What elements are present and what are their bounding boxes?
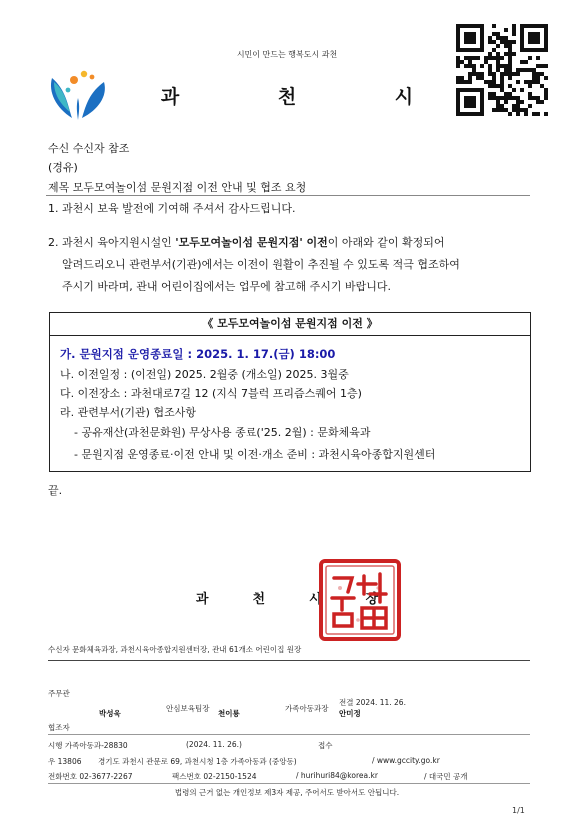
email-link[interactable]: / hurihuri84@korea.kr: [296, 771, 378, 780]
signature-char: 장: [365, 592, 379, 607]
paragraph-2: [48, 232, 528, 298]
signature-char: 시: [309, 592, 322, 607]
reviewer-label: 안심보육팀장: [166, 704, 210, 713]
notice-box: [49, 312, 531, 472]
drafter-label: 주무관: [48, 689, 70, 698]
notice-item-ra: 라. 관련부서(기관) 협조사항: [60, 406, 196, 419]
address: 경기도 과천시 관문로 69, 과천시청 1층 가족아동과 (중앙동): [98, 757, 297, 766]
cooperator-label: 협조자: [48, 723, 70, 732]
paragraph-2-lead: 2. 과천시 육아지원시설인: [48, 236, 176, 249]
notice-item-ra-1: - 공유재산(과천문화원) 무상사용 종료('25. 2월) : 문화체육과: [74, 426, 371, 439]
signature-char: 과: [195, 592, 209, 607]
official-seal-icon: [318, 558, 402, 642]
notice-item-ga: 가. 문원지점 운영종료일 : 2025. 1. 17.(금) 18:00: [60, 347, 336, 361]
notice-item-na: 나. 이전일정 : (이전일) 2025. 2월중 (개소일) 2025. 3월중: [60, 368, 349, 381]
notice-item-da: 다. 이전장소 : 과천대로7길 12 (지식 7블럭 프리즘스퀘어 1층): [60, 387, 362, 400]
footer-top-divider: [48, 660, 530, 661]
reviewer-name: 천이룡: [218, 709, 240, 718]
subject-divider: [46, 195, 530, 196]
doc-date: (2024. 11. 26.): [186, 740, 242, 749]
phone-number: 전화번호 02-3677-2267: [48, 772, 133, 781]
website-link[interactable]: / www.gccity.go.kr: [372, 756, 440, 765]
signature-char: 천: [252, 592, 265, 607]
slogan: 시민이 만드는 행복도시 과천: [236, 50, 338, 59]
footer-bottom-divider: [48, 783, 530, 784]
doc-number: 시행 가족아동과-28830: [48, 741, 128, 750]
paragraph-2-rest: 이 아래와 같이 확정되어: [327, 236, 445, 249]
drafter-name: 박성욱: [99, 709, 121, 718]
fax-number: 팩스번호 02-2150-1524: [172, 772, 257, 781]
paragraph-2-highlight: '모두모여놀이섬 문원지점' 이전: [175, 236, 328, 249]
recipient-line: 수신 수신자 참조: [48, 142, 130, 155]
closing-mark: 끝.: [48, 484, 63, 497]
via-line: (경유): [48, 161, 78, 174]
subject-line: 제목 모두모여놀이섬 문원지점 이전 안내 및 협조 요청: [48, 181, 307, 194]
postal-code: 우 13806: [48, 757, 82, 766]
privacy-notice: 법령의 근거 없는 개인정보 제3자 제공, 주어서도 받아서도 안됩니다.: [174, 788, 400, 797]
notice-item-ra-2: - 문원지점 운영종료·이전 안내 및 이전·개소 준비 : 과천시육아종합지원센터: [74, 448, 436, 461]
approver-name: 안미정: [339, 709, 361, 718]
approver-label: 가족아동과장: [285, 704, 329, 713]
notice-title: 《 모두모여놀이섬 문원지점 이전 》: [50, 313, 530, 336]
footer-mid-divider: [48, 734, 530, 735]
paragraph-1: 1. 과천시 보육 발전에 기여해 주셔서 감사드립니다.: [48, 202, 296, 215]
recipients-line: 수신자 문화체육과장, 과천시육아종합지원센터장, 관내 61개소 어린이집 원장: [48, 645, 302, 654]
signature-title: [0, 588, 574, 607]
page-number: 1/1: [512, 806, 525, 815]
paragraph-2-line2: 알려드리오니 관련부서(기관)에서는 이전이 원활이 추진될 수 있도록 적극 협조하여: [62, 258, 460, 271]
organization-title: 과 천 시: [160, 86, 460, 108]
receipt-label: 접수: [318, 741, 333, 750]
approver-note: 전결 2024. 11. 26.: [339, 698, 406, 707]
paragraph-2-line3: 주시기 바라며, 관내 어린이집에서는 업무에 참고해 주시기 바랍니다.: [62, 280, 391, 293]
public-status: / 대국민 공개: [424, 772, 468, 781]
